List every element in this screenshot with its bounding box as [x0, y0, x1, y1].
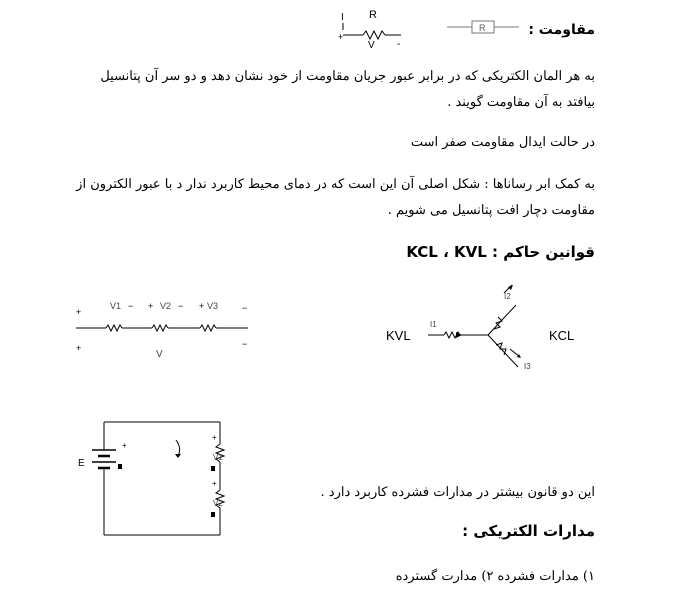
svg-text:V: V	[156, 349, 163, 360]
current-junction-diagram	[420, 285, 540, 380]
svg-text:+: +	[122, 441, 127, 450]
circuits-heading: مدارات الکتریکی :	[462, 522, 595, 540]
svg-text:+: +	[212, 479, 217, 488]
svg-text:I2: I2	[504, 292, 511, 301]
svg-text:−: −	[178, 301, 184, 311]
kcl-label: KCL	[549, 328, 575, 343]
plus-label: +	[338, 32, 344, 42]
series-resistors-diagram	[72, 295, 262, 365]
svg-text:V1: V1	[213, 453, 223, 462]
svg-text:+: +	[76, 343, 82, 353]
svg-text:V2: V2	[213, 499, 223, 508]
svg-text:V1: V1	[110, 301, 122, 311]
resistance-definition: به هر المان الکتریکی که در برابر عبور جریان مقاومت از خود نشان دهد و دو سر آن پتانسیل بیافتد به آن مقاومت گویند .	[100, 69, 595, 110]
resistance-label: R	[369, 9, 377, 21]
svg-text:−: −	[242, 339, 248, 349]
svg-text:+: +	[76, 307, 82, 317]
lumped-circuits-note: این دو قانون بیشتر در مدارات فشرده کاربرد دارد .	[320, 485, 595, 500]
svg-text:I1: I1	[430, 320, 437, 329]
svg-text:+: +	[148, 301, 154, 311]
superconductor-note: به کمک ابر رساناها : شکل اصلی آن این است که در دمای محیط کاربرد ندار د با عبور الکترون از مقاومت دچار افت پتانسیل می شویم .	[76, 177, 595, 218]
minus-label: -	[397, 39, 401, 50]
voltage-label: V	[368, 40, 375, 51]
svg-text:E: E	[78, 458, 85, 469]
svg-text:V3: V3	[207, 301, 219, 311]
resistor-symbol-diagram	[335, 8, 415, 51]
ideal-resistance-note: در حالت ایدال مقاومت صفر است	[410, 135, 595, 150]
circuit-types-list: ۱) مدارات فشرده ۲) مدارت گسترده	[395, 569, 595, 584]
kvl-label: KVL	[386, 328, 411, 343]
loop-circuit-diagram	[72, 410, 242, 540]
svg-text:+: +	[199, 301, 205, 311]
laws-heading: قوانین حاکم : KCL ، KVL	[406, 243, 595, 261]
svg-text:−: −	[128, 301, 134, 311]
svg-text:+: +	[212, 433, 217, 442]
box-resistor-label: R	[479, 23, 486, 33]
resistance-heading: مقاومت :	[528, 22, 595, 38]
svg-text:V2: V2	[160, 301, 172, 311]
svg-text:I3: I3	[524, 362, 531, 371]
resistor-box-symbol	[447, 18, 527, 38]
svg-text:−: −	[242, 303, 248, 313]
current-label: I	[341, 12, 344, 23]
